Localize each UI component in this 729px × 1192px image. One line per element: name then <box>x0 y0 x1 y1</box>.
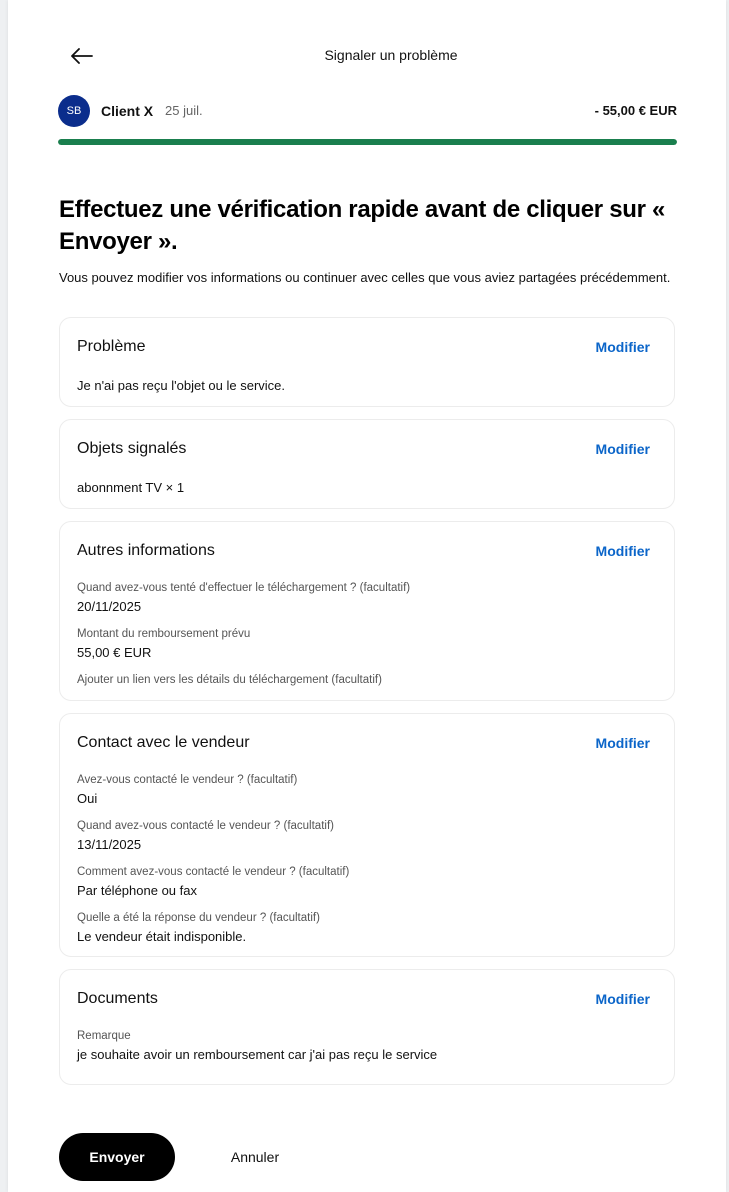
avatar: SB <box>58 95 90 127</box>
page-heading: Effectuez une vérification rapide avant de cliquer sur « Envoyer ». <box>59 196 666 255</box>
field-label: Remarque <box>77 1030 131 1042</box>
field-value: Le vendeur était indisponible. <box>77 929 247 944</box>
intro-text: Vous pouvez modifier vos informations ou continuer avec celles que vous aviez partagées précédemment. <box>59 270 671 285</box>
send-button[interactable]: Envoyer <box>59 1133 175 1181</box>
field-label: Quand avez-vous tenté d'effectuer le téléchargement ? (facultatif) <box>77 582 411 594</box>
documents-card <box>59 969 675 1085</box>
client-name: Client X <box>101 103 154 119</box>
field-value: 55,00 € EUR <box>77 645 152 660</box>
field-label: Avez-vous contacté le vendeur ? (facultatif) <box>77 774 298 786</box>
transaction-summary <box>58 95 677 127</box>
field-label: Quelle a été la réponse du vendeur ? (facultatif) <box>77 912 320 924</box>
card-title: Contact avec le vendeur <box>77 734 250 751</box>
cancel-button[interactable]: Annuler <box>208 1133 302 1181</box>
field-label: Ajouter un lien vers les détails du téléchargement (facultatif) <box>77 674 382 686</box>
edit-problem-link[interactable]: Modifier <box>595 339 650 355</box>
edit-other-info-link[interactable]: Modifier <box>595 543 650 559</box>
edit-documents-link[interactable]: Modifier <box>595 991 650 1007</box>
field-value: 20/11/2025 <box>77 599 142 614</box>
field-value: Oui <box>77 791 98 806</box>
edit-seller-contact-link[interactable]: Modifier <box>595 735 650 751</box>
card-title: Problème <box>77 338 146 355</box>
card-title: Documents <box>77 990 158 1007</box>
transaction-date: 25 juil. <box>165 103 203 118</box>
items-text: abonnment TV × 1 <box>77 480 185 495</box>
transaction-amount: - 55,00 € EUR <box>594 103 677 118</box>
report-problem-sheet <box>8 0 726 1192</box>
progress-bar-fill <box>58 139 677 145</box>
card-title: Objets signalés <box>77 440 187 457</box>
field-label: Montant du remboursement prévu <box>77 628 251 640</box>
page-title: Signaler un problème <box>324 47 458 63</box>
edit-items-link[interactable]: Modifier <box>595 441 650 457</box>
problem-text: Je n'ai pas reçu l'objet ou le service. <box>77 378 286 393</box>
field-value: je souhaite avoir un remboursement car j'ai pas reçu le service <box>77 1047 438 1062</box>
field-label: Quand avez-vous contacté le vendeur ? (facultatif) <box>77 820 334 832</box>
progress-bar <box>58 139 677 145</box>
field-value: Par téléphone ou fax <box>77 883 197 898</box>
other-info-card <box>59 521 675 701</box>
problem-card <box>59 317 675 407</box>
card-title: Autres informations <box>77 542 215 559</box>
seller-contact-card <box>59 713 675 957</box>
field-label: Comment avez-vous contacté le vendeur ? (facultatif) <box>77 866 350 878</box>
items-card <box>59 419 675 509</box>
top-bar <box>8 0 726 110</box>
field-value: 13/11/2025 <box>77 837 142 852</box>
